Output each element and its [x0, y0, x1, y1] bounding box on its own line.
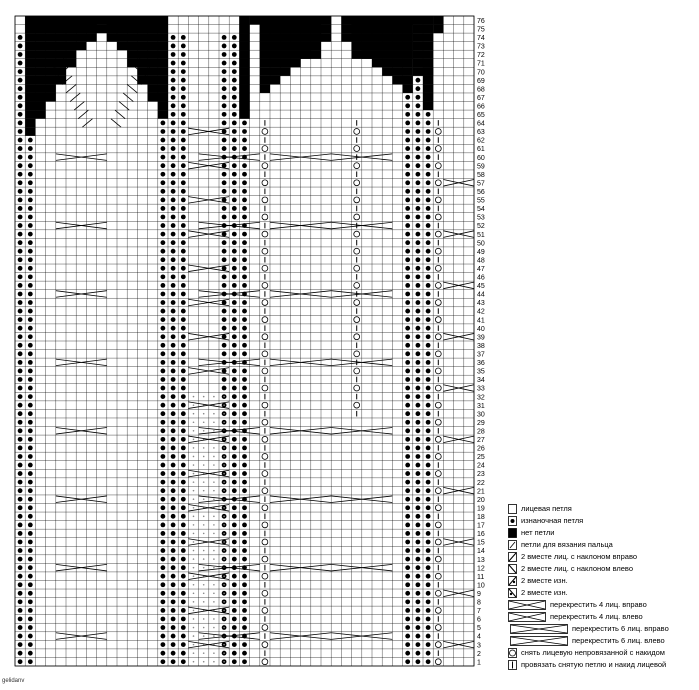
- row-number: 54: [477, 206, 485, 214]
- knit-slip-yo-icon: [508, 660, 517, 670]
- row-number: 74: [477, 35, 485, 43]
- row-number: 33: [477, 385, 485, 393]
- row-number: 15: [477, 539, 485, 547]
- legend-label: перекрестить 4 лиц. вправо: [550, 600, 647, 609]
- row-number: 48: [477, 257, 485, 265]
- legend-item: [508, 636, 698, 646]
- row-number: 13: [477, 556, 485, 564]
- row-number: 6: [477, 616, 481, 624]
- row-number: 7: [477, 608, 481, 616]
- legend-item: [508, 552, 698, 562]
- legend-label: 2 вместе изн.: [521, 576, 568, 585]
- row-number: 32: [477, 394, 485, 402]
- row-number: 59: [477, 163, 485, 171]
- row-number: 20: [477, 496, 485, 504]
- row-number: 38: [477, 342, 485, 350]
- no-stitch-icon: [508, 528, 517, 538]
- row-number: 62: [477, 137, 485, 145]
- row-number: 37: [477, 351, 485, 359]
- legend-item: [508, 540, 698, 550]
- row-number: 40: [477, 325, 485, 333]
- row-number: 46: [477, 274, 485, 282]
- legend-item: [508, 624, 698, 634]
- cross-4-left-icon: [508, 612, 546, 622]
- row-number: 66: [477, 103, 485, 111]
- purl-icon: [508, 516, 517, 526]
- legend-label: 2 вместе лиц. с наклоном вправо: [521, 552, 638, 561]
- finger-loop-icon: [508, 540, 517, 550]
- legend-item: [508, 648, 698, 658]
- row-number: 44: [477, 291, 485, 299]
- knit-icon: [508, 504, 517, 514]
- row-number: 19: [477, 505, 485, 513]
- row-number: 47: [477, 265, 485, 273]
- legend-item: [508, 660, 698, 670]
- row-numbers: [477, 18, 485, 666]
- legend-item: [508, 516, 698, 526]
- row-number: 39: [477, 334, 485, 342]
- row-number: 23: [477, 471, 485, 479]
- legend-item: [508, 576, 698, 586]
- row-number: 71: [477, 60, 485, 68]
- legend-item: [508, 600, 698, 610]
- row-number: 16: [477, 531, 485, 539]
- row-number: 58: [477, 171, 485, 179]
- row-number: 55: [477, 197, 485, 205]
- p2tog-icon: [508, 576, 517, 586]
- row-number: 65: [477, 112, 485, 120]
- row-number: 67: [477, 94, 485, 102]
- row-number: 11: [477, 573, 485, 581]
- row-number: 42: [477, 308, 485, 316]
- row-number: 31: [477, 402, 485, 410]
- row-number: 1: [477, 659, 481, 667]
- row-number: 68: [477, 86, 485, 94]
- row-number: 25: [477, 454, 485, 462]
- row-number: 73: [477, 43, 485, 51]
- legend-label: петли для вязания пальца: [521, 540, 613, 549]
- legend-label: провязать снятую петлю и накид лицевой: [521, 660, 667, 669]
- row-number: 12: [477, 565, 485, 573]
- row-number: 8: [477, 599, 481, 607]
- p2tog-alt-icon: [508, 588, 517, 598]
- row-number: 10: [477, 582, 485, 590]
- row-number: 57: [477, 180, 485, 188]
- row-number: 70: [477, 69, 485, 77]
- row-number: 26: [477, 445, 485, 453]
- row-number: 5: [477, 625, 481, 633]
- row-number: 24: [477, 462, 485, 470]
- k2tog-left-icon: [508, 564, 517, 574]
- row-number: 36: [477, 360, 485, 368]
- row-number: 61: [477, 146, 485, 154]
- row-number: 4: [477, 633, 481, 641]
- row-number: 2: [477, 650, 481, 658]
- row-number: 52: [477, 223, 485, 231]
- legend-item: [508, 564, 698, 574]
- legend-label: 2 вместе лиц. с наклоном влево: [521, 564, 633, 573]
- row-number: 21: [477, 488, 485, 496]
- row-number: 69: [477, 77, 485, 85]
- legend-item: [508, 612, 698, 622]
- legend-item: [508, 528, 698, 538]
- cross-4-right-icon: [508, 600, 546, 610]
- row-number: 56: [477, 189, 485, 197]
- row-number: 28: [477, 428, 485, 436]
- slip-yo-icon: [508, 648, 517, 658]
- legend-label: изнаночная петля: [521, 516, 584, 525]
- legend-label: лицевая петля: [521, 504, 572, 513]
- row-number: 34: [477, 377, 485, 385]
- legend-label: перекрестить 4 лиц. влево: [550, 612, 643, 621]
- cross-6-left-icon: [510, 636, 568, 646]
- row-number: 43: [477, 300, 485, 308]
- row-number: 53: [477, 214, 485, 222]
- legend-label: перекрестить 6 лиц. вправо: [572, 624, 669, 633]
- legend-label: перекрестить 6 лиц. влево: [572, 636, 665, 645]
- row-number: 30: [477, 411, 485, 419]
- row-number: 41: [477, 317, 485, 325]
- legend-item: [508, 588, 698, 598]
- row-number: 17: [477, 522, 485, 530]
- row-number: 3: [477, 642, 481, 650]
- row-number: 60: [477, 154, 485, 162]
- row-number: 9: [477, 590, 481, 598]
- legend-item: [508, 504, 698, 514]
- row-number: 72: [477, 52, 485, 60]
- legend-label: нет петли: [521, 528, 555, 537]
- row-number: 27: [477, 437, 485, 445]
- cross-6-right-icon: [510, 624, 568, 634]
- row-number: 35: [477, 368, 485, 376]
- row-number: 29: [477, 419, 485, 427]
- row-number: 63: [477, 129, 485, 137]
- legend-label: 2 вместе изн.: [521, 588, 568, 597]
- legend-label: снять лицевую непровязанной с накидом: [521, 648, 665, 657]
- row-number: 14: [477, 548, 485, 556]
- row-number: 45: [477, 283, 485, 291]
- row-number: 18: [477, 514, 485, 522]
- k2tog-right-icon: [508, 552, 517, 562]
- row-number: 51: [477, 231, 485, 239]
- row-number: 64: [477, 120, 485, 128]
- row-number: 76: [477, 17, 485, 25]
- row-number: 50: [477, 240, 485, 248]
- row-number: 49: [477, 248, 485, 256]
- footer-watermark: gelidanv: [2, 678, 25, 684]
- row-number: 22: [477, 479, 485, 487]
- row-number: 75: [477, 26, 485, 34]
